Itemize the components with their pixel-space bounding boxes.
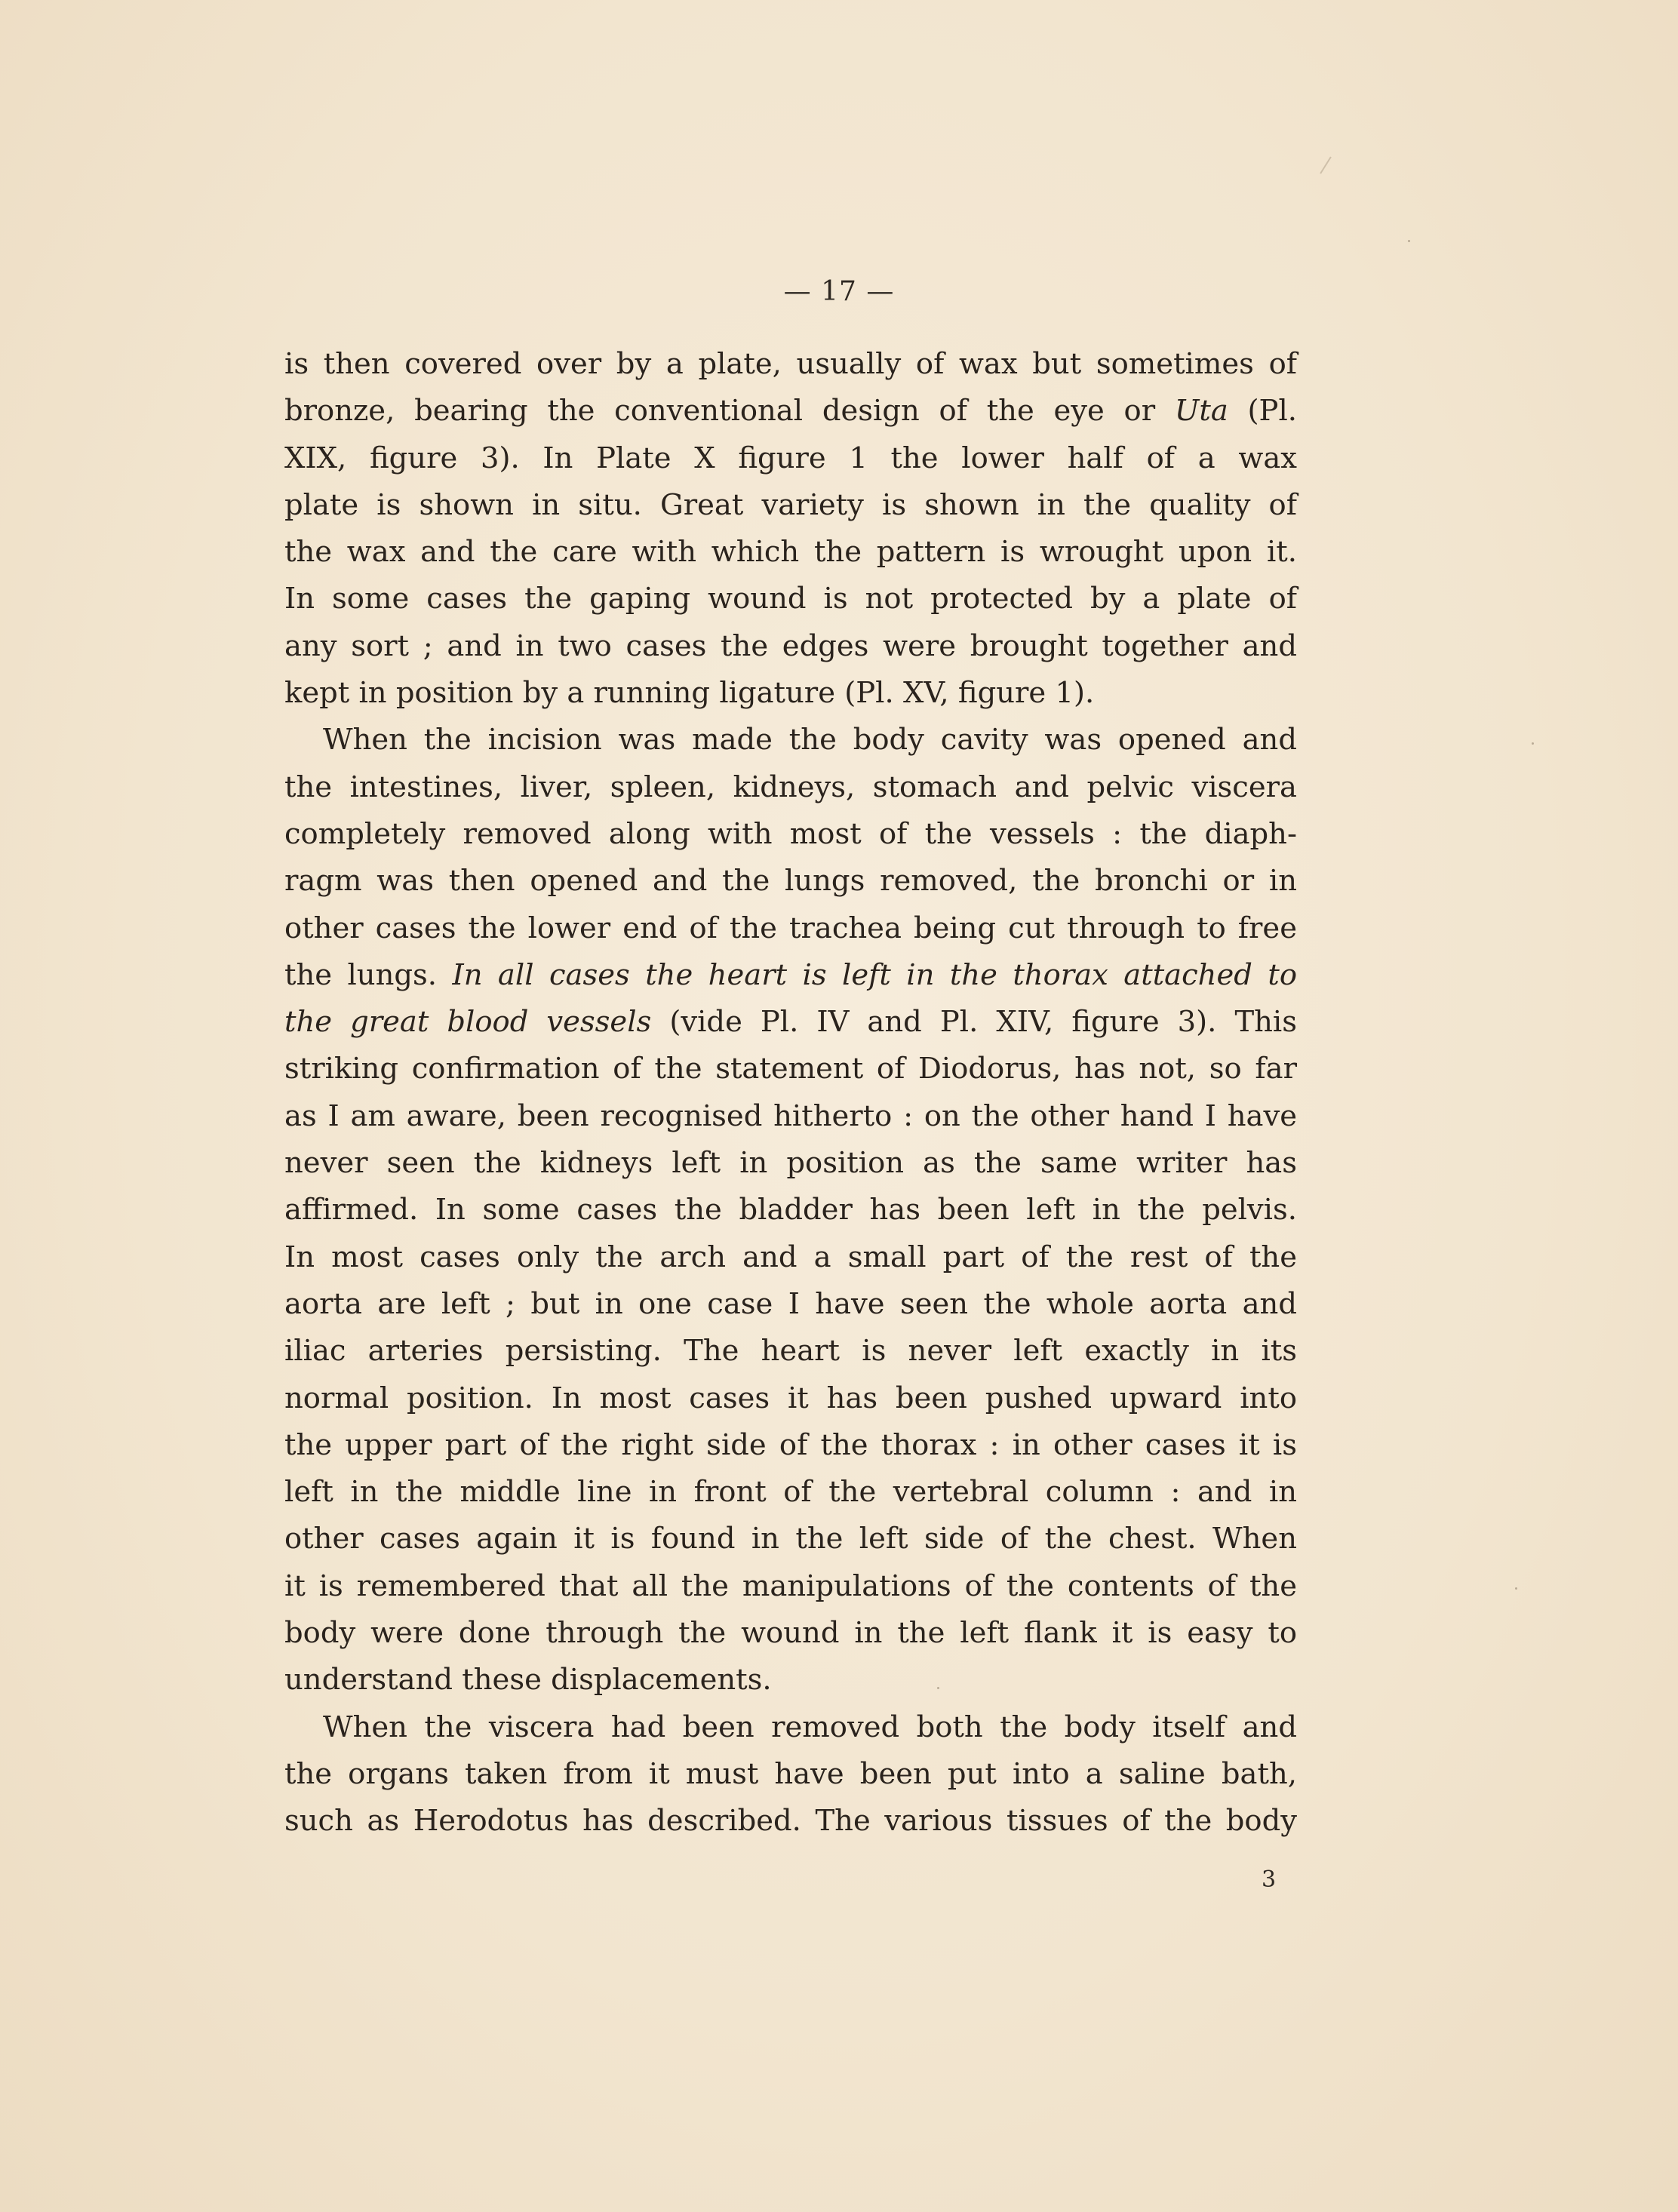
text-line bbox=[284, 388, 1297, 435]
page-number: — 17 — bbox=[783, 276, 895, 307]
text-run: bronze, bearing the conventional design of the eye or bbox=[284, 394, 1175, 429]
text-line: In some cases the gaping wound is not protected by a plate of bbox=[284, 582, 1297, 616]
text-line: In most cases only the arch and a small part of the rest of the bbox=[284, 1240, 1297, 1274]
paper-blemish bbox=[1532, 742, 1534, 745]
text-run: the lungs. bbox=[284, 957, 453, 992]
italic-run: In all cases the heart is left in the thorax attached to bbox=[452, 957, 1297, 992]
text-line: kept in position by a running ligature (Pl. XV, figure 1). bbox=[284, 676, 1095, 711]
text-line: affirmed. In some cases the bladder has been left in the pelvis. bbox=[284, 1193, 1297, 1227]
signature-mark: 3 bbox=[1262, 1866, 1277, 1893]
text-line: iliac arteries persisting. The heart is never left exactly in its bbox=[284, 1334, 1297, 1369]
text-line: the intestines, liver, spleen, kidneys, stomach and pelvic viscera bbox=[284, 770, 1297, 804]
text-line: plate is shown in situ. Great variety is shown in the quality of bbox=[284, 487, 1297, 522]
text-line: other cases again it is found in the left side of the chest. When bbox=[284, 1522, 1297, 1556]
text-line: left in the middle line in front of the vertebral column : and in bbox=[284, 1475, 1297, 1510]
text-line: it is remembered that all the manipulations of the contents of the bbox=[284, 1568, 1297, 1603]
text-line: When the viscera had been removed both the body itself and bbox=[323, 1710, 1297, 1744]
text-line: completely removed along with most of the vessels : the diaph- bbox=[284, 816, 1297, 851]
text-line: striking confirmation of the statement of Diodorus, has not, so far bbox=[284, 1052, 1297, 1086]
text-line: other cases the lower end of the trachea being cut through to free bbox=[284, 911, 1297, 945]
text-line: When the incision was made the body cavity was opened and bbox=[323, 723, 1297, 757]
text-line: aorta are left ; but in one case I have seen the whole aorta and bbox=[284, 1286, 1297, 1321]
text-line: understand these displacements. bbox=[284, 1663, 772, 1697]
paper-blemish bbox=[1408, 240, 1410, 242]
paper-blemish bbox=[1320, 156, 1331, 174]
body-text bbox=[284, 341, 1297, 1845]
text-line: normal position. In most cases it has been pushed upward into bbox=[284, 1381, 1297, 1415]
italic-run: Uta bbox=[1174, 394, 1228, 429]
paper-blemish bbox=[937, 1687, 939, 1689]
text-line: never seen the kidneys left in position as the same writer has bbox=[284, 1146, 1297, 1181]
text-line bbox=[284, 999, 1297, 1046]
text-line: XIX, figure 3). In Plate X figure 1 the lower half of a wax bbox=[284, 441, 1297, 475]
paper-blemish bbox=[1515, 1587, 1517, 1590]
text-run: (vide Pl. IV and Pl. XIV, figure 3). This bbox=[651, 1005, 1298, 1040]
text-line: the organs taken from it must have been put into a saline bath, bbox=[284, 1756, 1297, 1791]
italic-run: the great blood vessels bbox=[284, 1005, 652, 1040]
text-line: such as Herodotus has described. The various tissues of the body bbox=[284, 1804, 1297, 1839]
text-line: body were done through the wound in the left flank it is easy to bbox=[284, 1616, 1297, 1651]
text-line: is then covered over by a plate, usually of wax but sometimes of bbox=[284, 347, 1297, 381]
text-run: (Pl. bbox=[1228, 394, 1298, 429]
text-line: as I am aware, been recognised hitherto : on the other hand I have bbox=[284, 1098, 1297, 1133]
text-line: the wax and the care with which the pattern is wrought upon it. bbox=[284, 535, 1297, 570]
text-line: ragm was then opened and the lungs removed, the bronchi or in bbox=[284, 864, 1297, 899]
text-line bbox=[284, 952, 1297, 999]
text-line: any sort ; and in two cases the edges were brought together and bbox=[284, 628, 1297, 663]
text-line: the upper part of the right side of the thorax : in other cases it is bbox=[284, 1427, 1297, 1462]
